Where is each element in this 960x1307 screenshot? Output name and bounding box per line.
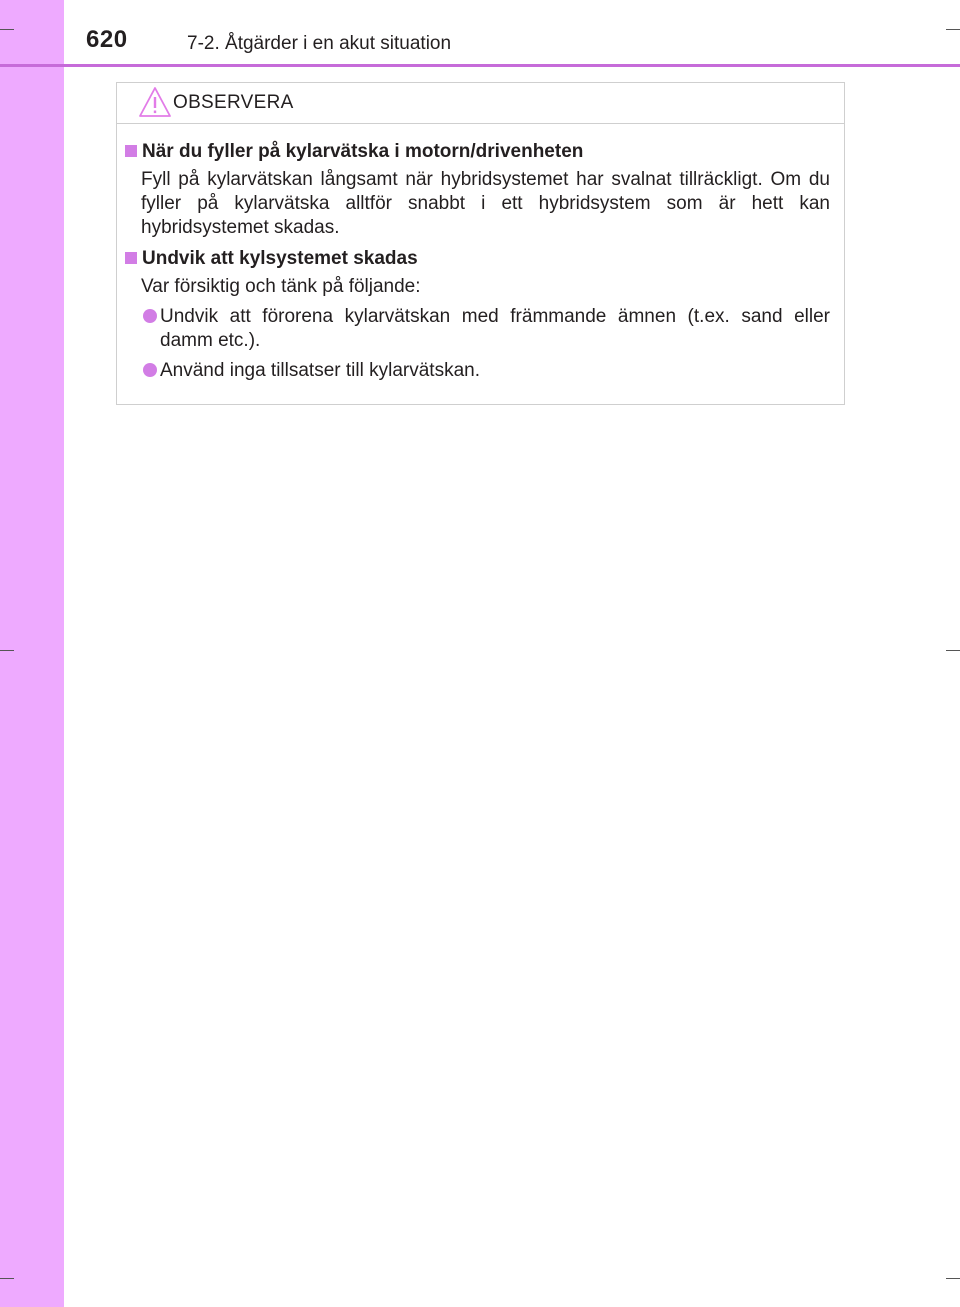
side-color-band	[0, 0, 64, 1307]
caution-section-1	[125, 140, 830, 240]
caution-section-2	[125, 247, 830, 383]
crop-mark	[0, 29, 14, 30]
caution-title: OBSERVERA	[173, 92, 294, 113]
caution-box	[116, 82, 845, 405]
list-item	[125, 305, 830, 353]
list-item-text: Undvik att förorena kylarvätskan med främmande ämnen (t.ex. sand eller damm etc.).	[160, 306, 830, 351]
section-heading-text: Undvik att kylsystemet skadas	[142, 248, 418, 269]
circle-bullet-icon	[143, 363, 157, 377]
caution-header	[117, 83, 844, 124]
crop-mark	[946, 650, 960, 651]
section-title: 7-2. Åtgärder i en akut situation	[187, 33, 452, 54]
section-heading	[125, 140, 830, 164]
section-paragraph: Fyll på kylarvätskan långsamt när hybridsystemet har svalnat tillräckligt. Om du fyller på kylarvätska alltför snabbt i ett hybridsystem som är hett kan hybridsystemet skadas.	[141, 169, 830, 238]
crop-mark	[0, 650, 14, 651]
header-rule	[0, 64, 960, 67]
list-item	[125, 359, 830, 383]
section-heading-text: När du fyller på kylarvätska i motorn/drivenheten	[142, 141, 584, 162]
square-bullet-icon	[125, 252, 137, 264]
crop-mark	[0, 1278, 14, 1279]
crop-mark	[946, 29, 960, 30]
square-bullet-icon	[125, 145, 137, 157]
page-number: 620	[86, 26, 128, 53]
crop-mark	[946, 1278, 960, 1279]
list-item-text: Använd inga tillsatser till kylarvätskan.	[160, 360, 480, 381]
section-heading	[125, 247, 830, 271]
warning-triangle-icon	[138, 86, 172, 118]
section-paragraph: Var försiktig och tänk på följande:	[141, 276, 421, 297]
circle-bullet-icon	[143, 309, 157, 323]
